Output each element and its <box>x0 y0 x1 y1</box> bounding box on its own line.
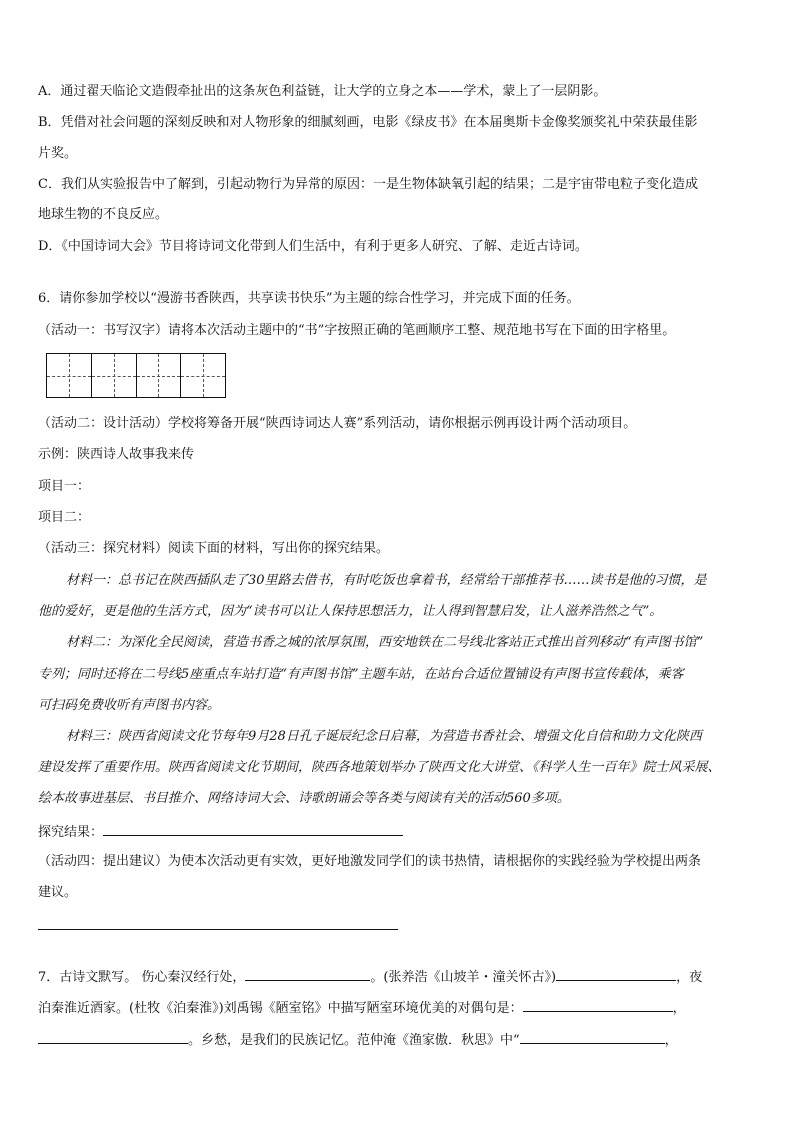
tianzige-grid[interactable] <box>46 353 226 398</box>
q7-text: 。乡愁，是我们的民族记忆。范仲淹《渔家傲．秋思》中“ <box>188 1033 520 1048</box>
material-2-cont: 专列；同时还将在二号线5座重点车站打造“有声图书馆”主题车站，在站台合适位置铺设有声图书宣传载体，乘客 <box>38 667 684 682</box>
result-row <box>38 822 403 842</box>
q7-text: ， <box>672 1001 686 1016</box>
grid-cell[interactable] <box>47 354 92 397</box>
q6-activity-2: （活动二：设计活动）学校将筹备开展“陕西诗词达人赛”系列活动，请你根据示例再设计两个活动项目。 <box>38 416 637 431</box>
poem-blank[interactable] <box>245 967 370 981</box>
q7-line-3 <box>38 1030 678 1050</box>
grid-cell[interactable] <box>92 354 137 397</box>
q6-example: 示例：陕西诗人故事我来传 <box>38 447 195 462</box>
q5-option-a: A．通过翟天临论文造假牵扯出的这条灰色利益链，让大学的立身之本——学术，蒙上了一层阴影。 <box>38 84 607 99</box>
material-1: 材料一：总书记在陕西插队走了30里路去借书，有时吃饭也拿着书，经常给干部推荐书……读书是他的习惯，是 <box>66 573 707 588</box>
result-label: 探究结果： <box>38 825 104 840</box>
material-1-cont: 他的爱好，更是他的生活方式，因为“读书可以让人保持思想活力，让人得到智慧启发，让人滋养浩然之气”。 <box>38 604 663 619</box>
q7-text: 。(张养浩《山坡羊・潼关怀古》) <box>370 970 557 985</box>
q6-item-2: 项目二： <box>38 510 91 525</box>
q6-activity-1: （活动一：书写汉字）请将本次活动主题中的“书”字按照正确的笔画顺序工整、规范地书写在下面的田字格里。 <box>38 323 676 338</box>
q6-stem: 6．请你参加学校以“漫游书香陕西，共享读书快乐”为主题的综合性学习，并完成下面的任务。 <box>38 291 580 306</box>
q6-activity-3: （活动三：探究材料）阅读下面的材料，写出你的探究结果。 <box>38 541 390 556</box>
poem-blank[interactable] <box>523 998 673 1012</box>
grid-cell[interactable] <box>137 354 182 397</box>
poem-blank[interactable] <box>556 967 676 981</box>
q6-activity-4-cont: 建议。 <box>38 885 78 900</box>
q6-activity-4: （活动四：提出建议）为使本次活动更有实效，更好地激发同学们的读书热情，请根据你的实践经验为学校提出两条 <box>38 854 702 869</box>
q5-option-d: D．《中国诗词大会》节目将诗词文化带到人们生活中，有利于更多人研究、了解、走近古诗词。 <box>38 239 588 254</box>
material-2: 材料二：为深化全民阅读，营造书香之城的浓厚氛围，西安地铁在二号线北客站正式推出首列移动“有声图书馆” <box>66 635 704 650</box>
q7-line-1 <box>38 967 702 987</box>
material-3: 材料三：陕西省阅读文化节每年9月28日孔子诞辰纪念日启幕，为营造书香社会、增强文化自信和助力文化陕西 <box>66 729 702 744</box>
q6-item-1: 项目一： <box>38 479 91 494</box>
poem-blank[interactable] <box>520 1030 665 1044</box>
material-3-cont2: 绘本故事进基层、书目推介、网络诗词大会、诗歌朗诵会等各类与阅读有关的活动560多项。 <box>38 791 570 806</box>
q5-option-b: B．凭借对社会问题的深刻反映和对人物形象的细腻刻画，电影《绿皮书》在本届奥斯卡金像奖颁奖礼中荣获最佳影 <box>38 115 698 130</box>
q7-text: ， <box>664 1033 678 1048</box>
q5-option-b-cont: 片奖。 <box>38 146 78 161</box>
q5-option-c: C．我们从实验报告中了解到，引起动物行为异常的原因：一是生物体缺氧引起的结果；二是宇宙带电粒子变化造成 <box>38 177 698 192</box>
q7-text: 泊秦淮近酒家。(杜牧《泊秦淮》)刘禹锡《陋室铭》中描写陋室环境优美的对偶句是： <box>38 1001 523 1016</box>
q7-text: ，夜 <box>676 970 703 985</box>
q5-option-c-cont: 地球生物的不良反应。 <box>38 207 169 222</box>
q7-text: 7．古诗文默写。 伤心秦汉经行处， <box>38 970 246 985</box>
poem-blank[interactable] <box>38 1030 188 1044</box>
suggestion-answer-line[interactable] <box>38 929 398 930</box>
grid-cell[interactable] <box>181 354 225 397</box>
material-3-cont: 建设发挥了重要作用。陕西省阅读文化节期间，陕西各地策划举办了陕西文化大讲堂、《科学人生一百年》院士风采展、 <box>38 760 721 775</box>
material-2-cont2: 可扫码免费收听有声图书内容。 <box>38 698 221 713</box>
result-answer-blank[interactable] <box>103 822 403 836</box>
q7-line-2 <box>38 998 686 1018</box>
